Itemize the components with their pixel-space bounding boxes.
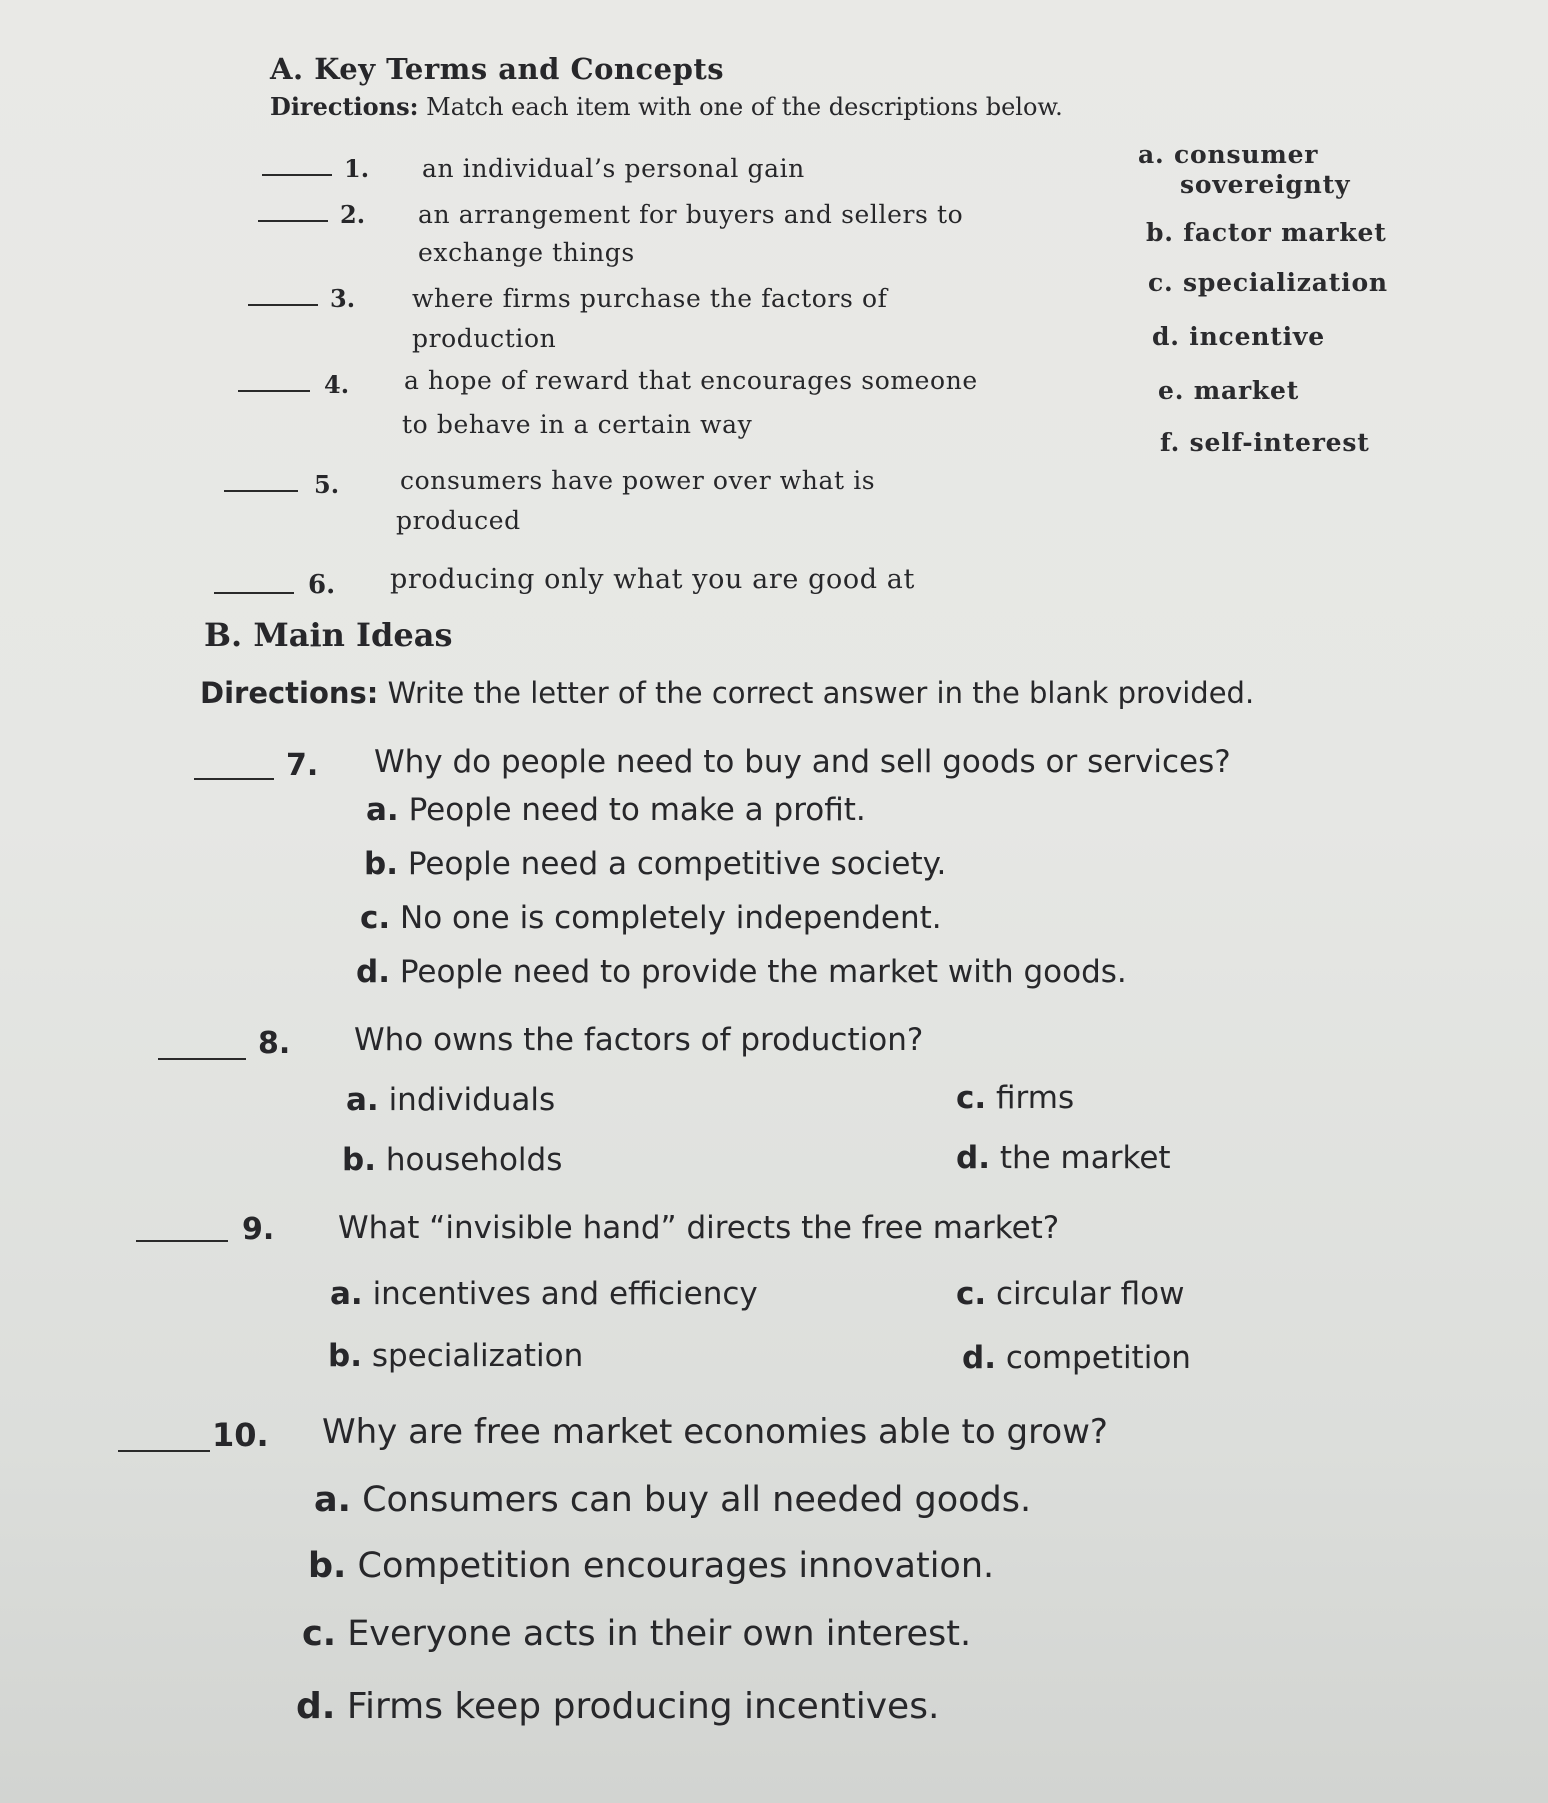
answer-blank-5[interactable] [224, 488, 298, 492]
question-number: 7. [286, 748, 319, 783]
choice-7d[interactable]: d. People need to provide the market with goods. [356, 954, 1127, 990]
item-number: 1. [344, 154, 370, 183]
section-a-title: A. Key Terms and Concepts [270, 52, 725, 86]
directions-label: Directions: [270, 92, 419, 121]
item-number: 3. [330, 284, 356, 313]
item-number: 5. [314, 470, 340, 499]
item-text: producing only what you are good at [390, 564, 915, 595]
choice-8b[interactable]: b. households [342, 1142, 563, 1178]
item-number: 2. [340, 200, 366, 229]
question-number: 8. [258, 1026, 291, 1061]
item-text: an individual’s personal gain [422, 154, 805, 183]
option-c: c. specialization [1148, 268, 1388, 297]
question-text: Who owns the factors of production? [354, 1022, 924, 1058]
answer-blank-2[interactable] [258, 218, 328, 222]
item-text-cont: to behave in a certain way [402, 410, 753, 439]
option-b: b. factor market [1146, 218, 1387, 247]
choice-7a[interactable]: a. People need to make a profit. [366, 792, 866, 828]
choice-8d[interactable]: d. the market [956, 1140, 1171, 1176]
choice-8c[interactable]: c. firms [956, 1080, 1075, 1116]
item-number: 6. [308, 570, 336, 600]
item-text-cont: produced [396, 506, 521, 535]
option-e: e. market [1158, 376, 1300, 405]
answer-blank-1[interactable] [262, 172, 332, 176]
question-number: 10. [212, 1416, 269, 1454]
choice-9c[interactable]: c. circular flow [956, 1276, 1185, 1312]
item-text-cont: production [412, 324, 557, 353]
item-text: consumers have power over what is [400, 466, 876, 495]
item-text-cont: exchange things [418, 238, 635, 267]
choice-9d[interactable]: d. competition [962, 1340, 1191, 1376]
question-text: Why are free market economies able to grow? [322, 1412, 1108, 1452]
directions-label: Directions: [200, 676, 379, 710]
directions-text: Write the letter of the correct answer in the blank provided. [378, 676, 1255, 710]
item-number: 4. [324, 370, 350, 399]
option-f: f. self-interest [1160, 428, 1370, 457]
question-text: What “invisible hand” directs the free market? [338, 1210, 1060, 1246]
answer-blank-6[interactable] [214, 590, 294, 594]
question-number: 9. [242, 1212, 275, 1247]
choice-10b[interactable]: b. Competition encourages innovation. [308, 1546, 995, 1586]
answer-blank-4[interactable] [238, 388, 310, 392]
choice-7b[interactable]: b. People need a competitive society. [364, 846, 947, 882]
item-text: an arrangement for buyers and sellers to [418, 200, 964, 229]
option-a-cont: sovereignty [1180, 170, 1351, 199]
answer-blank-3[interactable] [248, 302, 318, 306]
choice-10a[interactable]: a. Consumers can buy all needed goods. [314, 1480, 1032, 1520]
answer-blank-9[interactable] [136, 1238, 228, 1242]
choice-10c[interactable]: c. Everyone acts in their own interest. [302, 1614, 972, 1654]
choice-7c[interactable]: c. No one is completely independent. [360, 900, 942, 936]
option-a: a. consumer [1138, 140, 1319, 169]
item-text: where firms purchase the factors of [412, 284, 888, 313]
choice-9a[interactable]: a. incentives and efficiency [330, 1276, 758, 1312]
question-text: Why do people need to buy and sell goods or services? [374, 744, 1231, 780]
choice-9b[interactable]: b. specialization [328, 1338, 584, 1374]
answer-blank-8[interactable] [158, 1056, 246, 1060]
section-b-title: B. Main Ideas [204, 616, 453, 654]
section-a-directions [270, 92, 1063, 121]
item-text: a hope of reward that encourages someone [404, 366, 978, 395]
answer-blank-7[interactable] [194, 776, 274, 780]
choice-10d[interactable]: d. Firms keep producing incentives. [296, 1686, 940, 1727]
answer-blank-10[interactable] [118, 1448, 210, 1452]
option-d: d. incentive [1152, 322, 1325, 351]
choice-8a[interactable]: a. individuals [346, 1082, 556, 1118]
section-b-directions [200, 676, 1254, 710]
directions-text: Match each item with one of the descriptions below. [418, 93, 1063, 121]
